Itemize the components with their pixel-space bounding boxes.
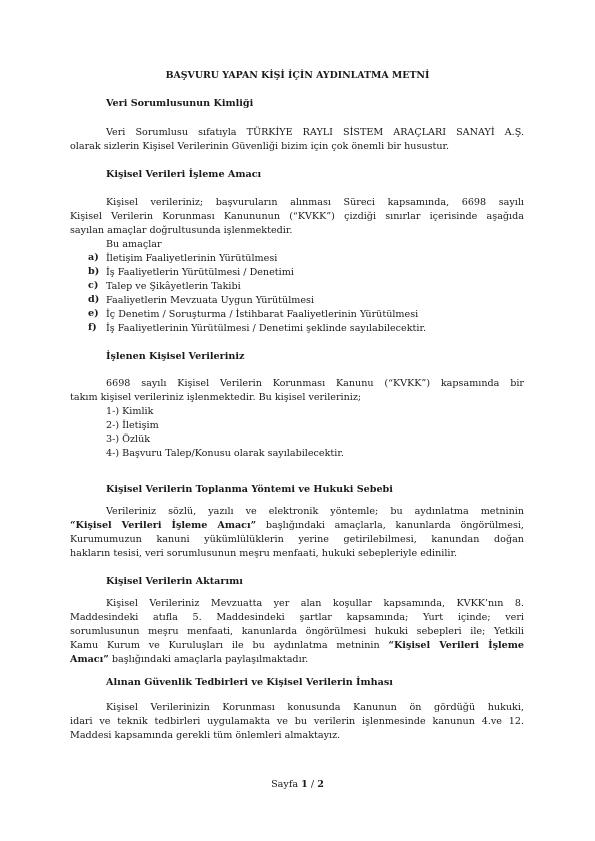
paragraph-line: idari ve teknik tedbirleri uygulamakta ve bu verilerin işlenmesinde kanunun 4.ve 12. — [70, 716, 524, 727]
paragraph-line: olarak sizlerin Kişisel Verilerinin Güvenliği bizim için çok önemli bir husustur. — [70, 141, 450, 152]
list-item-marker: f) — [88, 322, 97, 333]
paragraph-line: sorumlusunun meşru menfaati, kanunlarda öngörülmesi hukuki sebepleri ile; Yetkili — [70, 626, 524, 637]
document-title: BAŞVURU YAPAN KİŞİ İÇİN AYDINLATMA METNİ — [165, 70, 430, 81]
paragraph-text: Kamu Kurum ve Kuruluşları ile bu aydınlatma metninin — [70, 640, 389, 651]
emphasis-text: “Kişisel Verileri İşleme — [388, 640, 524, 651]
section-heading: Kişisel Verilerin Toplanma Yöntemi ve Hukuki Sebebi — [106, 484, 393, 495]
paragraph-line: Kişisel Verilerinizin Korunması konusunda Kanunun ön gördüğü hukuki, — [106, 702, 524, 713]
current-page: 1 — [301, 779, 308, 790]
list-item: İş Faaliyetlerinin Yürütülmesi / Denetimi şeklinde sayılabilecektir. — [106, 323, 427, 334]
list-item-marker: c) — [88, 280, 99, 291]
paragraph-line: Veri Sorumlusu sıfatıyla TÜRKİYE RAYLI SİSTEM ARAÇLARI SANAYİ A.Ş. — [106, 127, 524, 138]
list-item-marker: e) — [88, 308, 99, 319]
paragraph-line: hakların tesisi, veri sorumlusunun meşru menfaati, hukuki sebepleriyle edinilir. — [70, 548, 458, 559]
paragraph-line: Maddesindeki atıfla 5. Maddesindeki şartlar kapsamında; Yurt içinde; veri — [70, 612, 524, 623]
paragraph-line — [70, 519, 524, 533]
section-heading: İşlenen Kişisel Verileriniz — [106, 351, 245, 362]
paragraph-line: Kişisel Verilerin Korunması Kanununun (“KVKK”) çizdiği sınırlar içerisinde aşağıda — [70, 211, 524, 222]
list-item: İletişim Faaliyetlerinin Yürütülmesi — [106, 253, 278, 264]
paragraph-line: 6698 sayılı Kişisel Verilerin Korunması Kanunu (“KVKK”) kapsamında bir — [106, 378, 524, 389]
list-item: İç Denetim / Soruşturma / İstihbarat Faaliyetlerinin Yürütülmesi — [106, 309, 419, 320]
list-item: İş Faaliyetlerin Yürütülmesi / Denetimi — [106, 267, 294, 278]
list-intro: Bu amaçlar — [106, 239, 162, 250]
paragraph-text: başlığındaki amaçlarla paylaşılmaktadır. — [108, 654, 309, 665]
page-number — [0, 779, 595, 790]
section-heading: Alınan Güvenlik Tedbirleri ve Kişisel Verilerin İmhası — [106, 677, 393, 688]
list-item-marker: b) — [88, 266, 100, 277]
paragraph-line: Kişisel Verileriniz Mevzuatta yer alan koşullar kapsamında, KVKK’nın 8. — [106, 598, 524, 609]
list-item-marker: a) — [88, 252, 99, 263]
paragraph-line — [70, 653, 308, 667]
list-item-marker: d) — [88, 294, 100, 305]
list-item: 1-) Kimlik — [106, 406, 154, 417]
list-item: 4-) Başvuru Talep/Konusu olarak sayılabilecektir. — [106, 448, 344, 459]
list-item: Faaliyetlerin Mevzuata Uygun Yürütülmesi — [106, 295, 315, 306]
section-heading: Veri Sorumlusunun Kimliği — [106, 98, 254, 109]
paragraph-text: başlığındaki amaçlarla, kanunlarda öngörülmesi, — [256, 520, 524, 531]
list-item: Talep ve Şikâyetlerin Takibi — [106, 281, 241, 292]
list-item: 2-) İletişim — [106, 420, 159, 431]
section-heading: Kişisel Verilerin Aktarımı — [106, 576, 243, 587]
total-pages: 2 — [317, 779, 324, 790]
paragraph-line — [70, 639, 524, 653]
paragraph-line: Maddesi kapsamında gerekli tüm önlemleri almaktayız. — [70, 730, 341, 741]
page-separator: / — [310, 779, 315, 790]
paragraph-line: Kurumumuzun kanuni yükümlülüklerin yerine getirilebilmesi, kanundan doğan — [70, 534, 524, 545]
emphasis-text: “Kişisel Verileri İşleme Amacı” — [70, 520, 257, 531]
paragraph-line: sayılan amaçlar doğrultusunda işlenmektedir. — [70, 225, 293, 236]
paragraph-line: takım kişisel verileriniz işlenmektedir. Bu kişisel verileriniz; — [70, 392, 362, 403]
list-item: 3-) Özlük — [106, 434, 151, 445]
emphasis-text: Amacı” — [70, 654, 109, 665]
paragraph-line: Kişisel verileriniz; başvuruların alınması Süreci kapsamında, 6698 sayılı — [106, 197, 524, 208]
paragraph-line: Verileriniz sözlü, yazılı ve elektronik yöntemle; bu aydınlatma metninin — [106, 506, 524, 517]
page-label: Sayfa — [271, 779, 299, 790]
section-heading: Kişisel Verileri İşleme Amacı — [106, 169, 262, 180]
